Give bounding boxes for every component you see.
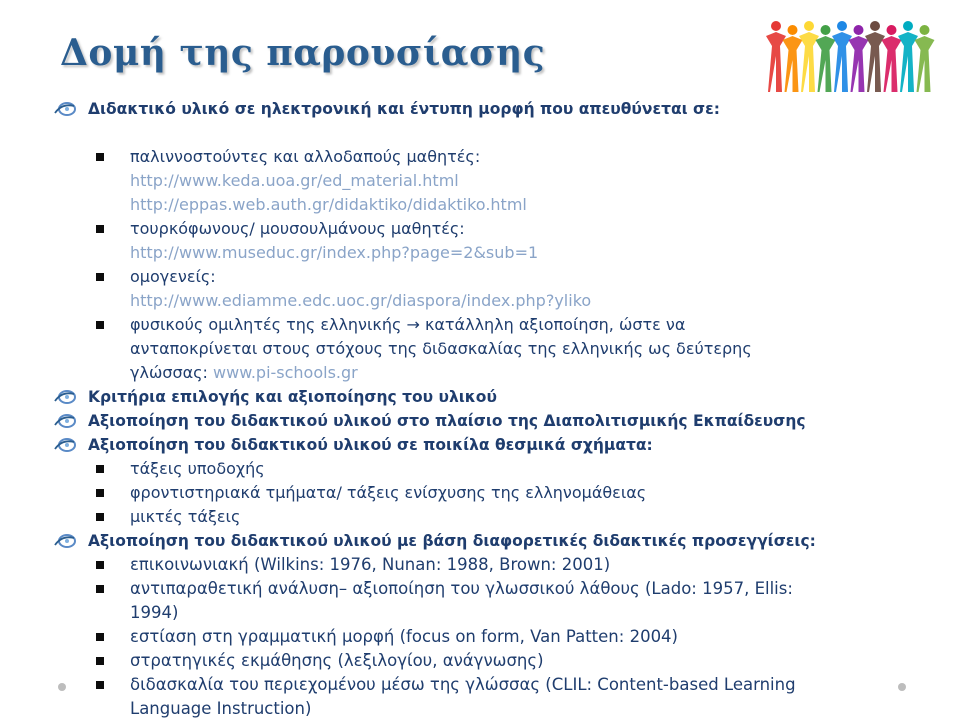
- url-link[interactable]: www.pi-schools.gr: [213, 363, 358, 382]
- url-link[interactable]: [130, 241, 538, 265]
- heading-bullet-item: Αξιοποίηση του διδακτικού υλικού με βάση διαφορετικές διδακτικές προσεγγίσεις:: [88, 532, 816, 550]
- logo-figure: [766, 21, 786, 92]
- heading-bullet-item: Διδακτικό υλικό σε ηλεκτρονική και έντυπη μορφή που απευθύνεται σε:: [88, 100, 720, 118]
- heading-bullet-item: Αξιοποίηση του διδακτικού υλικού στο πλαίσιο της Διαπολιτισμικής Εκπαίδευσης: [88, 412, 806, 430]
- colorful-figures-logo: [762, 10, 942, 100]
- square-bullet-icon: [96, 465, 104, 473]
- heading-bullet-item: Αξιοποίηση του διδακτικού υλικού σε ποικίλα θεσμικά σχήματα:: [88, 436, 653, 454]
- sub-bullet-item: ομογενείς:: [130, 267, 216, 286]
- sub-bullet-item: παλιννοστούντες και αλλοδαπούς μαθητές:: [130, 147, 481, 166]
- sub-bullet-item: επικοινωνιακή (Wilkins: 1976, Nunan: 1988, Brown: 2001): [130, 555, 611, 574]
- url-link[interactable]: [130, 169, 459, 193]
- square-bullet-icon: [96, 561, 104, 569]
- swirl-bullet-icon: [52, 533, 78, 549]
- square-bullet-icon: [96, 681, 104, 689]
- swirl-bullet-icon: [52, 437, 78, 453]
- footer-dot-left: [58, 683, 66, 691]
- sub-bullet-item: διδασκαλία του περιεχομένου μέσω της γλώσσας (CLIL: Content-based Learning: [130, 675, 796, 694]
- logo-figure: [882, 25, 902, 92]
- list-item-continuation: ανταποκρίνεται στους στόχους της διδασκαλίας της ελληνικής ως δεύτερης: [130, 339, 752, 358]
- footer-dot-right: [898, 683, 906, 691]
- square-bullet-icon: [96, 273, 104, 281]
- square-bullet-icon: [96, 657, 104, 665]
- logo-figure: [799, 21, 819, 92]
- url-link-text[interactable]: http://www.museduc.gr/index.php?page=2&sub=1: [130, 243, 539, 262]
- square-bullet-icon: [96, 513, 104, 521]
- square-bullet-icon: [96, 585, 104, 593]
- square-bullet-icon: [96, 633, 104, 641]
- square-bullet-icon: [96, 321, 104, 329]
- url-link[interactable]: [130, 193, 527, 217]
- list-item-continuation: 1994): [130, 603, 179, 622]
- list-item-text: γλώσσας:: [130, 363, 214, 382]
- swirl-bullet-icon: [52, 413, 78, 429]
- logo-figure: [783, 25, 803, 92]
- square-bullet-icon: [96, 225, 104, 233]
- slide-title: Δομή της παρουσίασης: [60, 32, 546, 74]
- url-link[interactable]: [130, 289, 591, 313]
- sub-bullet-item: τουρκόφωνους/ μουσουλμάνους μαθητές:: [130, 219, 465, 238]
- heading-bullet-item: Κριτήρια επιλογής και αξιοποίησης του υλικού: [88, 388, 497, 406]
- sub-bullet-item: μικτές τάξεις: [130, 507, 241, 526]
- list-item-continuation: Language Instruction): [130, 699, 312, 718]
- logo-figure: [865, 21, 885, 92]
- sub-bullet-item: στρατηγικές εκμάθησης (λεξιλογίου, ανάγνωσης): [130, 651, 544, 670]
- logo-figure: [915, 25, 935, 92]
- square-bullet-icon: [96, 153, 104, 161]
- logo-figure: [849, 25, 869, 92]
- logo-figure: [832, 21, 852, 92]
- square-bullet-icon: [96, 489, 104, 497]
- swirl-bullet-icon: [52, 389, 78, 405]
- list-item-continuation: [130, 361, 358, 385]
- logo-figure: [816, 25, 836, 92]
- url-link-text[interactable]: http://www.keda.uoa.gr/ed_material.html: [130, 171, 459, 190]
- url-link-text[interactable]: http://eppas.web.auth.gr/didaktiko/didaktiko.html: [130, 195, 527, 214]
- swirl-bullet-icon: [52, 101, 78, 117]
- url-link-text[interactable]: http://www.ediamme.edc.uoc.gr/diaspora/index.php?yliko: [130, 291, 592, 310]
- logo-figure: [898, 21, 918, 92]
- sub-bullet-item: φυσικούς ομιλητές της ελληνικής → κατάλληλη αξιοποίηση, ώστε να: [130, 315, 686, 334]
- sub-bullet-item: εστίαση στη γραμματική μορφή (focus on form, Van Patten: 2004): [130, 627, 678, 646]
- sub-bullet-item: φροντιστηριακά τμήματα/ τάξεις ενίσχυσης της ελληνομάθειας: [130, 483, 647, 502]
- sub-bullet-item: αντιπαραθετική ανάλυση– αξιοποίηση του γλωσσικού λάθους (Lado: 1957, Ellis:: [130, 579, 793, 598]
- sub-bullet-item: τάξεις υποδοχής: [130, 459, 265, 478]
